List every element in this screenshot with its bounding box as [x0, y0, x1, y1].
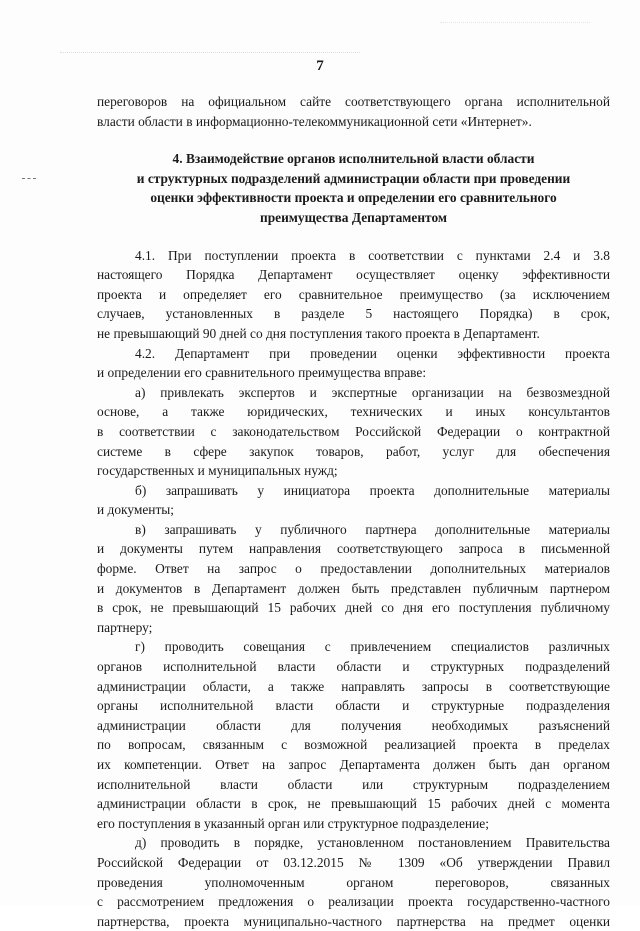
paragraph-line: а) привлекать экспертов и экспертные организации на безвозмездной	[135, 384, 610, 400]
paragraph-line: с рассмотрением предложения о реализации проекта государственно-частного	[97, 894, 610, 910]
paragraph-line: не превышающий 90 дней со дня поступления такого проекта в Департамент.	[97, 325, 540, 341]
paragraph-line: в соответствии с законодательством Российской Федерации о контрактной	[97, 423, 610, 439]
paragraph-line: форме. Ответ на запрос о предоставлении дополнительных материалов	[97, 561, 610, 577]
paragraph-line: Российской Федерации от 03.12.2015 № 1309 «Об утверждении Правил	[97, 854, 610, 870]
paragraph-line: государственных и муниципальных нужд;	[97, 463, 338, 479]
paragraph-line: партнерства, проекта муниципально-частного партнерства на предмет оценки	[97, 913, 610, 929]
document-body	[97, 92, 610, 931]
paragraph-line: в срок, не превышающий 15 рабочих дней со дня его поступления публичному	[97, 600, 610, 616]
paragraph-p-a	[97, 383, 610, 481]
paragraph-line: 4.2. Департамент при проведении оценки эффективности проекта	[135, 345, 610, 361]
paragraph-line: его поступления в указанный орган или структурное подразделение;	[97, 815, 489, 831]
paragraph-p-b	[97, 481, 610, 520]
paragraph-line: и документы путем направления соответствующего запроса в письменной	[97, 541, 610, 557]
paragraph-p-4-2	[97, 344, 610, 383]
paragraph-line: администрации области для получения необходимых разъяснений	[97, 717, 610, 733]
paragraph-line: исполнительной власти области или структурным подразделением	[97, 776, 610, 792]
paragraph-line: органы исполнительной власти области и структурные подразделения	[97, 698, 610, 714]
paragraph-line: г) проводить совещания с привлечением специалистов различных	[135, 639, 610, 655]
paragraph-line: б) запрашивать у инициатора проекта дополнительные материалы	[135, 482, 610, 498]
paragraph-list	[97, 246, 610, 931]
margin-mark	[22, 178, 36, 181]
paragraph-line: партнеру;	[97, 619, 153, 635]
intro-line: переговоров на официальном сайте соответствующего органа исполнительной	[97, 94, 610, 109]
heading-line: оценки эффективности проекта и определении его сравнительного	[150, 190, 557, 206]
section-heading	[97, 149, 610, 227]
paragraph-line: системе в сфере закупок товаров, работ, услуг для обеспечения	[97, 443, 610, 459]
paragraph-line: администрации области в срок, не превышающий 15 рабочих дней с момента	[97, 796, 610, 812]
paragraph-p-4-1	[97, 246, 610, 344]
paragraph-line: и документы;	[97, 502, 175, 518]
paragraph-line: д) проводить в порядке, установленном постановлением Правительства	[135, 835, 610, 851]
paragraph-line: в) запрашивать у публичного партнера дополнительные материалы	[135, 521, 610, 537]
paragraph-line: и документов в Департамент должен быть представлен публичным партнером	[97, 580, 610, 596]
paragraph-line: настоящего Порядка Департамент осуществляет оценку эффективности	[97, 267, 610, 283]
intro-line: власти области в информационно-телекоммуникационной сети «Интернет».	[97, 113, 532, 129]
heading-line: преимущества Департаментом	[259, 209, 448, 225]
paragraph-line: основе, а также юридических, технических и иных консультантов	[97, 404, 610, 420]
paragraph-p-v	[97, 520, 610, 638]
paragraph-p-g	[97, 637, 610, 833]
paragraph-line: администрации области, а также направлять запросы в соответствующие	[97, 678, 610, 694]
paragraph-line: по вопросам, связанным с возможной реализацией проекта в пределах	[97, 737, 610, 753]
paragraph-line: 4.1. При поступлении проекта в соответствии с пунктами 2.4 и 3.8	[135, 247, 610, 263]
heading-line: и структурных подразделений администрации области при проведении	[136, 170, 571, 186]
paragraph-line: проведения уполномоченным органом переговоров, связанных	[97, 874, 610, 890]
paragraph-line: их компетенции. Ответ на запрос Департамента должен быть дан органом	[97, 757, 610, 772]
paragraph-line: органов исполнительной власти области и структурных подразделений	[97, 659, 610, 675]
paragraph-line: случаев, установленных в разделе 5 настоящего Порядка) в срок,	[97, 306, 610, 322]
heading-line: 4. Взаимодействие органов исполнительной власти области	[172, 151, 535, 167]
scan-artifact	[440, 22, 590, 31]
paragraph-line: проекта и определяет его сравнительное преимущество (за исключением	[97, 286, 610, 302]
paragraph-p-d	[97, 833, 610, 931]
paragraph-line: и определении его сравнительного преимущества вправе:	[97, 365, 427, 381]
page-number: 7	[316, 58, 324, 74]
